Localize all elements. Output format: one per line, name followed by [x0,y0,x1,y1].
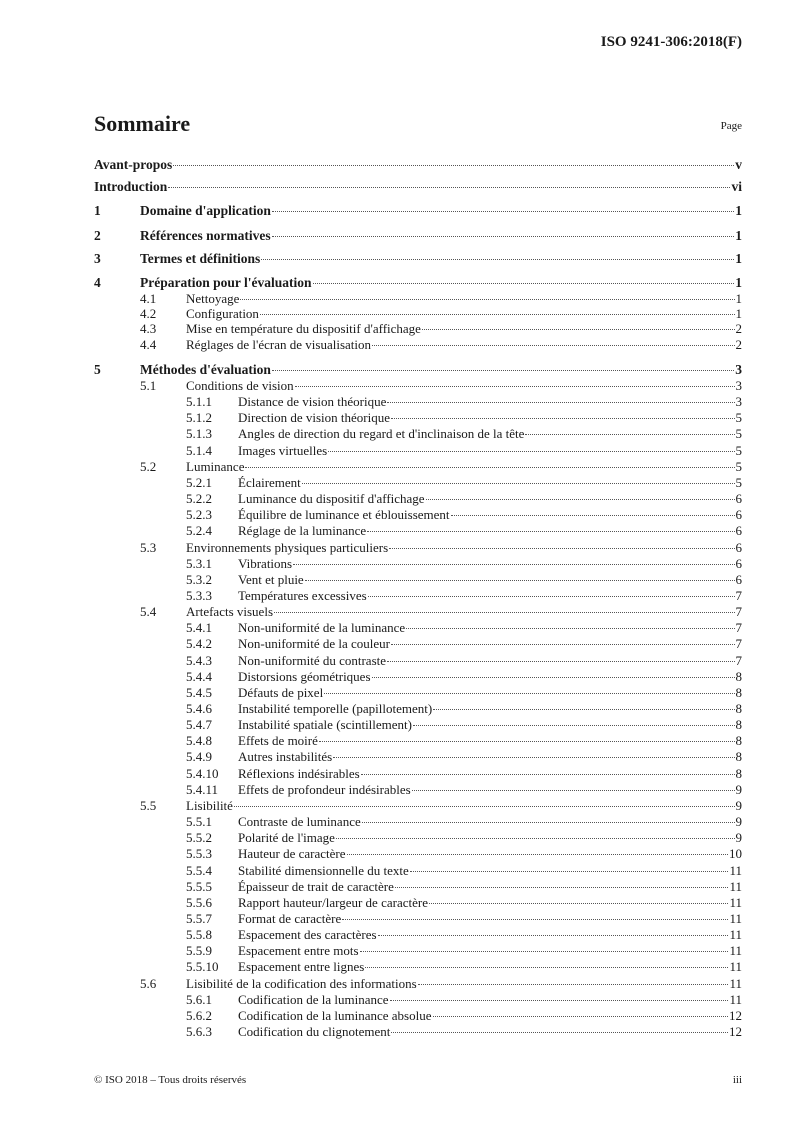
toc-entry-page: 8 [735,733,742,749]
dot-leader [295,386,735,387]
toc-entry[interactable] [94,443,742,459]
dot-leader [261,259,734,260]
toc-entry[interactable] [94,540,742,556]
toc-entry-page: 8 [735,668,742,684]
toc-entry[interactable] [94,179,742,195]
toc-entry-page: 7 [735,604,742,620]
toc-entry-number: 5.3.3 [186,587,212,603]
toc-entry-page: 1 [735,228,742,243]
toc-entry[interactable] [94,669,742,685]
toc-entry-page: vi [731,179,742,194]
toc-entry-title: Conditions de vision [186,378,294,393]
toc-entry-page: 7 [735,636,742,652]
toc-entry[interactable] [94,685,742,701]
document-id: ISO 9241-306:2018(F) [600,34,742,50]
toc-entry-page: 3 [735,378,742,393]
toc-entry-number: 5.5 [140,797,157,813]
toc-entry[interactable] [94,1024,742,1040]
toc-entry[interactable] [94,863,742,879]
toc-entry-number: 5.6.3 [186,1024,212,1039]
toc-entry[interactable] [94,798,742,814]
toc-entry[interactable] [94,749,742,765]
toc-entry[interactable] [94,523,742,539]
toc-entry-number: 5.6.1 [186,991,212,1007]
toc-entry-page: 11 [729,878,742,894]
toc-entry-page: 8 [735,717,742,733]
dot-leader [336,838,735,839]
toc-entry-title: Mise en température du dispositif d'affichage [186,321,421,336]
toc-entry-title: Non-uniformité de la luminance [238,620,406,636]
copyright-notice: © ISO 2018 – Tous droits réservés [94,1074,247,1086]
toc-entry-number: 5.2 [140,458,157,474]
toc-entry-title: Luminance du dispositif d'affichage [238,491,425,507]
toc-entry-page: 10 [729,846,742,862]
toc-entry[interactable] [94,572,742,588]
toc-entry-page: 11 [729,910,742,926]
toc-entry[interactable] [94,337,742,353]
dot-leader [342,919,728,920]
dot-leader [245,467,734,468]
toc-entry-page: 5 [735,426,742,442]
dot-leader [395,887,729,888]
toc-entry-title: Préparation pour l'évaluation [140,275,312,290]
toc-entry-page: 7 [735,587,742,603]
toc-entry[interactable] [94,604,742,620]
toc-entry-number: 5.4.6 [186,701,212,716]
dot-leader [372,345,734,346]
toc-entry-number: 5.1.4 [186,442,212,458]
toc-entry-page: 6 [735,523,742,539]
dot-leader [365,967,728,968]
dot-leader [293,564,734,565]
toc-entry[interactable] [94,556,742,572]
toc-entry[interactable] [94,1008,742,1024]
toc-entry[interactable] [94,927,742,943]
toc-entry-title: Méthodes d'évaluation [140,362,271,377]
dot-leader [362,822,735,823]
dot-leader [410,871,729,872]
toc-entry[interactable] [94,157,742,173]
toc-entry-number: 5.1.1 [186,394,212,410]
toc-entry-title: Espacement entre lignes [238,959,365,975]
toc-entry[interactable] [94,306,742,322]
toc-entry-title: Images virtuelles [238,442,328,458]
toc-entry-number: 2 [94,228,101,243]
dot-leader [433,1016,729,1017]
toc-entry-page: 11 [729,943,742,959]
toc-entry-title: Vent et pluie [238,571,304,587]
toc-entry[interactable] [94,362,742,378]
toc-entry-page: 5 [735,458,742,474]
page-column-label: Page [720,120,742,132]
dot-leader [168,187,730,188]
toc-entry[interactable] [94,992,742,1008]
dot-leader [347,854,728,855]
toc-entry-page: 3 [735,394,742,410]
dot-leader [413,725,734,726]
toc-entry-number: 5.2.4 [186,523,212,539]
dot-leader [391,1032,728,1033]
toc-entry-number: 5.1.2 [186,410,212,426]
toc-entry[interactable] [94,733,742,749]
toc-entry[interactable] [94,879,742,895]
toc-entry-title: Non-uniformité de la couleur [238,636,390,652]
toc-entry-page: 6 [735,539,742,555]
dot-leader [387,661,734,662]
toc-entry-page: 12 [729,1024,742,1039]
toc-entry-title: Codification du clignotement [238,1024,391,1039]
toc-entry-title: Épaisseur de trait de caractère [238,878,394,894]
toc-entry-title: Avant-propos [94,157,173,172]
dot-leader [372,677,735,678]
dot-leader [333,757,734,758]
toc-entry[interactable] [94,846,742,862]
dot-leader [390,1000,729,1001]
toc-entry[interactable] [94,653,742,669]
toc-entry[interactable] [94,943,742,959]
toc-entry-page: 1 [735,203,742,218]
toc-entry[interactable] [94,895,742,911]
toc-entry-number: 5.4.9 [186,749,212,765]
toc-entry-page: 8 [735,765,742,781]
toc-entry-number: 4.1 [140,291,157,306]
toc-entry-number: 5.4.4 [186,668,212,684]
toc-entry-page: 6 [735,571,742,587]
dot-leader [240,299,734,300]
toc-entry[interactable] [94,507,742,523]
toc-entry-page: 11 [729,975,742,991]
toc-entry-number: 5.2.2 [186,491,212,507]
toc-entry-number: 5.4.3 [186,652,212,668]
toc-entry-number: 5.5.1 [186,814,212,830]
dot-leader [313,283,735,284]
toc-entry-title: Hauteur de caractère [238,846,346,862]
dot-leader [319,741,735,742]
toc-entry-number: 5.6 [140,975,157,991]
toc-entry-number: 5.5.2 [186,830,212,846]
toc-entry-number: 5.4 [140,604,157,620]
toc-entry-title: Termes et définitions [140,251,261,266]
toc-entry-number: 5 [94,362,101,377]
toc-entry-number: 5.3 [140,539,157,555]
toc-entry-number: 5.5.7 [186,910,212,926]
toc-entry-page: 6 [735,491,742,507]
toc-entry-title: Rapport hauteur/largeur de caractère [238,894,428,910]
toc-entry-number: 5.2.1 [186,474,212,490]
dot-leader [302,483,735,484]
toc-entry-title: Luminance [186,458,245,474]
toc-entry-page: 11 [729,959,742,975]
toc-entry-title: Angles de direction du regard et d'inclinaison de la tête [238,426,525,442]
toc-entry-title: Environnements physiques particuliers [186,539,389,555]
toc-entry[interactable] [94,976,742,992]
toc-entry[interactable] [94,717,742,733]
toc-entry[interactable] [94,426,742,442]
dot-leader [234,806,735,807]
toc-entry-page: 8 [735,684,742,700]
dot-leader [272,236,735,237]
toc-entry-page: 2 [735,321,742,336]
toc-entry-number: 3 [94,251,101,266]
dot-leader [368,596,735,597]
toc-entry-page: 11 [729,894,742,910]
page-title: Sommaire [94,111,191,136]
toc-entry-page: 5 [735,474,742,490]
dot-leader [272,370,734,371]
toc-entry-title: Équilibre de luminance et éblouissement [238,507,450,523]
dot-leader [429,903,729,904]
toc-entry-page: 9 [735,830,742,846]
toc-entry[interactable] [94,588,742,604]
dot-leader [305,580,735,581]
toc-entry-title: Direction de vision théorique [238,410,390,426]
toc-entry-number: 5.2.3 [186,507,212,523]
toc-entry-number: 5.1.3 [186,426,212,442]
dot-leader [378,935,729,936]
toc-entry-page: 1 [735,306,742,321]
toc-entry-page: 1 [735,275,742,290]
toc-entry-title: Configuration [186,306,259,321]
toc-entry-number: 5.4.2 [186,636,212,652]
toc-entry-title: Vibrations [238,555,293,571]
toc-entry-number: 1 [94,203,101,218]
toc-entry-page: 2 [735,337,742,352]
toc-entry-page: 12 [729,1007,742,1023]
toc-entry[interactable] [94,782,742,798]
dot-leader [422,329,735,330]
dot-leader [367,531,734,532]
toc-entry-number: 5.5.10 [186,959,219,975]
dot-leader [173,165,734,166]
toc-entry-title: Distance de vision théorique [238,394,387,410]
toc-entry-number: 5.5.3 [186,846,212,862]
toc-entry-number: 4 [94,275,101,290]
toc-entry-number: 4.2 [140,306,157,321]
dot-leader [426,499,735,500]
toc-entry-title: Codification de la luminance [238,991,389,1007]
dot-leader [260,314,735,315]
toc-entry[interactable] [94,394,742,410]
toc-entry-number: 5.4.7 [186,717,212,733]
page-number: iii [732,1074,742,1086]
toc-entry[interactable] [94,911,742,927]
toc-entry-page: v [735,157,742,172]
toc-entry-title: Distorsions géométriques [238,668,371,684]
toc-entry-page: 5 [735,442,742,458]
toc-entry-title: Codification de la luminance absolue [238,1007,432,1023]
toc-entry-title: Effets de moiré [238,733,318,749]
toc-entry-number: 4.3 [140,321,157,336]
toc-entry-page: 11 [729,927,742,943]
toc-entry-number: 5.3.1 [186,555,212,571]
toc-entry-page: 1 [735,291,742,306]
toc-entry-title: Instabilité spatiale (scintillement) [238,717,413,733]
toc-entry[interactable] [94,636,742,652]
dot-leader [360,951,729,952]
toc-entry-number: 5.1 [140,378,157,393]
dot-leader [274,612,734,613]
toc-entry[interactable] [94,291,742,307]
dot-leader [324,693,734,694]
toc-entry-number: 5.4.10 [186,765,219,781]
toc-entry-title: Contraste de luminance [238,814,361,830]
toc-entry[interactable] [94,620,742,636]
toc-entry-page: 9 [735,797,742,813]
toc-entry-page: 3 [735,362,742,377]
page-footer [94,1074,742,1086]
toc-entry-title: Températures excessives [238,587,367,603]
toc-entry-number: 5.5.4 [186,862,212,878]
toc-entry-page: 6 [735,555,742,571]
dot-leader [387,402,734,403]
toc-entry[interactable] [94,410,742,426]
toc-entry-number: 5.5.9 [186,943,212,959]
toc-entry-page: 8 [735,749,742,765]
toc-entry-number: 4.4 [140,337,157,352]
toc-entry-title: Réglages de l'écran de visualisation [186,337,372,352]
toc-entry-number: 5.5.6 [186,894,212,910]
toc-entry-page: 11 [729,991,742,1007]
toc-entry-title: Défauts de pixel [238,684,324,700]
dot-leader [451,515,735,516]
toc-entry-number: 5.4.11 [186,781,219,797]
toc-entry[interactable] [94,251,742,267]
toc-entry[interactable] [94,275,742,291]
toc-entry-title: Instabilité temporelle (papillotement) [238,701,433,716]
dot-leader [406,628,734,629]
toc-entry-page: 11 [729,862,742,878]
toc-entry-title: Réflexions indésirables [238,765,360,781]
toc-entry-number: 5.4.1 [186,620,212,636]
toc-entry-page: 7 [735,652,742,668]
toc-entry-page: 9 [735,781,742,797]
toc-entry-number: 5.4.5 [186,684,212,700]
dot-leader [433,709,734,710]
toc-entry-title: Espacement des caractères [238,927,377,943]
toc-entry-title: Références normatives [140,228,271,243]
toc-entry-number: 5.5.5 [186,878,212,894]
toc-entry-page: 9 [735,814,742,830]
dot-leader [412,790,735,791]
toc-entry[interactable] [94,701,742,717]
toc-entry-number: 5.3.2 [186,571,212,587]
toc-entry-number: 5.4.8 [186,733,212,749]
toc-entry-title: Éclairement [238,474,301,490]
toc-entry-page: 5 [735,410,742,426]
dot-leader [328,451,734,452]
toc-entry-page: 8 [735,701,742,716]
toc-entry[interactable] [94,228,742,244]
toc-entry[interactable] [94,203,742,219]
toc-entry-number: 5.6.2 [186,1007,212,1023]
toc-entry-title: Introduction [94,179,168,194]
dot-leader [389,548,734,549]
toc-entry-title: Polarité de l'image [238,830,335,846]
dot-leader [272,211,734,212]
toc-entry-number: 5.5.8 [186,927,212,943]
toc-entry-title: Nettoyage [186,291,240,306]
toc-entry-page: 6 [735,507,742,523]
toc-entry-title: Effets de profondeur indésirables [238,781,411,797]
toc-entry[interactable] [94,959,742,975]
toc-entry[interactable] [94,491,742,507]
toc-entry-title: Stabilité dimensionnelle du texte [238,862,409,878]
dot-leader [391,644,735,645]
toc-entry-title: Format de caractère [238,910,342,926]
toc-entry[interactable] [94,766,742,782]
toc-entry-title: Autres instabilités [238,749,333,765]
toc-entry[interactable] [94,321,742,337]
dot-leader [525,434,734,435]
toc-entry-title: Lisibilité de la codification des informations [186,975,417,991]
toc-entry[interactable] [94,814,742,830]
toc-entry-title: Espacement entre mots [238,943,359,959]
toc-entry-title: Réglage de la luminance [238,523,367,539]
dot-leader [418,984,729,985]
toc-entry-title: Non-uniformité du contraste [238,652,387,668]
toc-entry-title: Artefacts visuels [186,604,274,620]
toc-entry-page: 1 [735,251,742,266]
toc-entry[interactable] [94,378,742,394]
dot-leader [361,774,735,775]
toc-entry-title: Lisibilité [186,797,233,813]
toc-entry[interactable] [94,830,742,846]
toc-entry[interactable] [94,475,742,491]
dot-leader [391,418,735,419]
toc-entry[interactable] [94,459,742,475]
toc-entry-title: Domaine d'application [140,203,271,218]
toc-entry-page: 7 [735,620,742,636]
